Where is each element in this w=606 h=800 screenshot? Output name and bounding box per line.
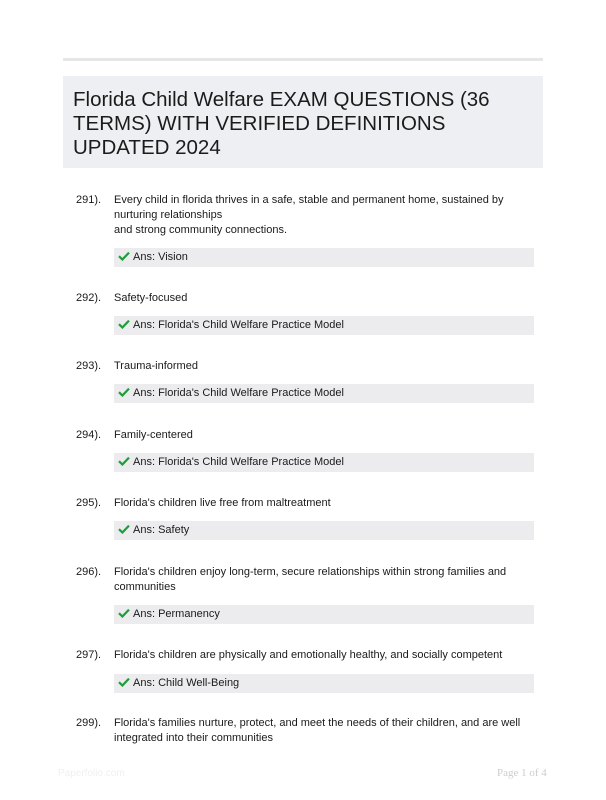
answer-box [114, 453, 534, 472]
check-icon [118, 456, 130, 466]
question-text: Florida's children are physically and emotionally healthy, and socially competent [114, 649, 503, 661]
question-number: 291). [76, 194, 102, 206]
answer-text: Ans: Child Well-Being [133, 677, 240, 689]
answer-box [114, 674, 534, 693]
answer-box [114, 316, 534, 335]
answer-text: Ans: Safety [133, 524, 190, 536]
question-number: 292). [76, 292, 102, 304]
question-number: 297). [76, 649, 102, 661]
question-text [114, 193, 539, 238]
check-icon [118, 677, 130, 687]
check-icon [118, 387, 130, 397]
question-number: 299). [76, 717, 102, 729]
question-text: Florida's children live free from maltreatment [114, 497, 331, 509]
answer-box [114, 248, 534, 267]
question-number: 295). [76, 497, 102, 509]
document-title: Florida Child Welfare EXAM QUESTIONS (36 TERMS) WITH VERIFIED DEFINITIONS UPDATED 2024 [73, 88, 490, 159]
page-indicator: Page 1 of 4 [497, 767, 547, 779]
answer-text: Ans: Vision [133, 251, 188, 263]
answer-box [114, 384, 534, 403]
check-icon [118, 251, 130, 261]
question-text: Trauma-informed [114, 360, 198, 372]
question-number: 294). [76, 429, 102, 441]
check-icon [118, 319, 130, 329]
answer-text: Ans: Florida's Child Welfare Practice Model [133, 456, 344, 468]
question-text-line: and strong community connections. [114, 224, 288, 236]
title-banner [63, 76, 543, 168]
question-text: Florida's families nurture, protect, and meet the needs of their children, and are well integrated into their communities [114, 717, 521, 744]
question-number: 296). [76, 566, 102, 578]
check-icon [118, 524, 130, 534]
answer-text: Ans: Permanency [133, 608, 220, 620]
check-icon [118, 608, 130, 618]
answer-box [114, 605, 534, 624]
footer-watermark: Paperfolio.com [58, 768, 125, 779]
answer-text: Ans: Florida's Child Welfare Practice Model [133, 387, 344, 399]
question-text: Safety-focused [114, 292, 188, 304]
question-text-line: Every child in florida thrives in a safe, stable and permanent home, sustained by nurturing relationships [114, 194, 504, 221]
answer-text: Ans: Florida's Child Welfare Practice Model [133, 319, 344, 331]
question-text: Florida's children enjoy long-term, secure relationships within strong families and communities [114, 566, 507, 593]
question-number: 293). [76, 360, 102, 372]
question-text: Family-centered [114, 429, 193, 441]
top-divider [63, 58, 543, 61]
answer-box [114, 521, 534, 540]
